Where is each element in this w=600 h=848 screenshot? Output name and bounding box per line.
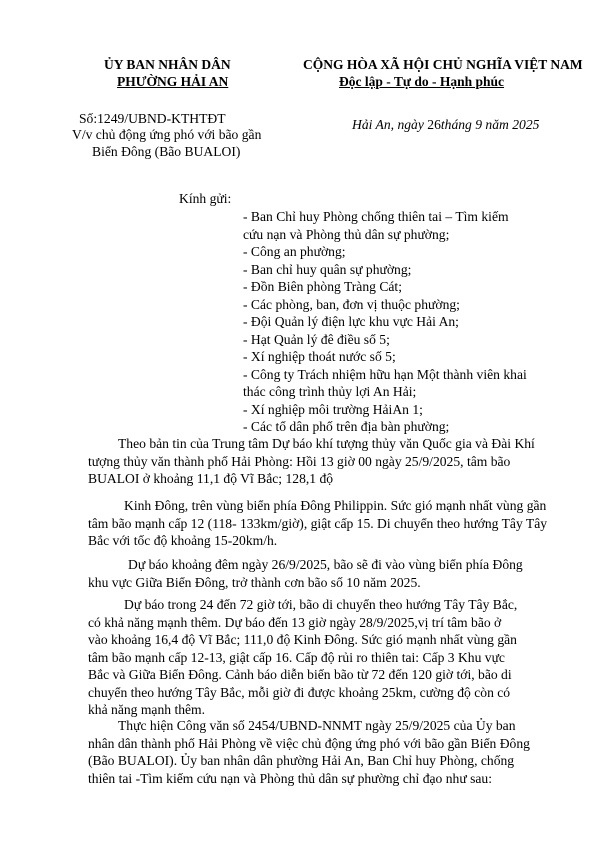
ward-name: PHƯỜNG HẢI AN	[117, 74, 229, 89]
republic-title: CỘNG HÒA XÃ HỘI CHỦ NGHĨA VIỆT NAM	[303, 57, 583, 72]
paragraph-72h-forecast	[88, 596, 517, 719]
subject-line-1: V/v chủ động ứng phó với bão gần	[72, 127, 262, 142]
recipient-line: - Công ty Trách nhiệm hữu hạn Một thành viên khai	[243, 366, 527, 382]
paragraph-line: Thực hiện Công văn số 2454/UBND-NNMT ngày 25/9/2025 của Ủy ban	[118, 718, 516, 733]
recipient-line: - Đồn Biên phòng Tràng Cát;	[243, 279, 402, 294]
recipient-line: - Xí nghiệp thoát nước số 5;	[243, 349, 396, 364]
issue-date	[352, 116, 539, 134]
paragraph-implementation	[88, 717, 530, 787]
paragraph-line: tâm bão mạnh cấp 12 (118- 133km/giờ), giật cấp 15. Di chuyển theo hướng Tây Tây	[88, 515, 548, 531]
paragraph-line: Kinh Đông, trên vùng biển phía Đông Philippin. Sức gió mạnh nhất vùng gần	[124, 498, 547, 513]
date-prefix: Hải An, ngày	[352, 117, 424, 132]
paragraph-line: (Bão BUALOI). Ủy ban nhân dân phường Hải An, Ban Chỉ huy Phòng, chống	[88, 753, 515, 768]
paragraph-line: nhân dân thành phố Hải Phòng về việc chủ động ứng phó với bão gần Biển Đông	[88, 735, 530, 751]
recipient-line: - Các tổ dân phố trên địa bàn phường;	[243, 419, 450, 434]
paragraph-line: khu vực Giữa Biển Đông, trở thành cơn bão số 10 năm 2025.	[88, 574, 421, 590]
recipient-line: - Ban chỉ huy quân sự phường;	[243, 261, 412, 277]
recipient-line: - Đội Quản lý điện lực khu vực Hải An;	[243, 314, 459, 329]
motto: Độc lập - Tự do - Hạnh phúc	[339, 74, 505, 89]
recipient-list	[243, 208, 527, 436]
subject-line-2: Biển Đông (Bão BUALOI)	[92, 144, 241, 159]
recipient-line: cứu nạn và Phòng thủ dân sự phường;	[243, 226, 450, 242]
date-suffix: tháng 9 năm 2025	[440, 117, 540, 132]
paragraph-storm-position	[88, 497, 547, 550]
recipient-line: - Hạt Quản lý đê điều số 5;	[243, 331, 390, 347]
paragraph-line: chuyển theo hướng Tây Bắc, mỗi giờ đi được khoảng 25km, cường độ còn có	[88, 684, 511, 700]
recipient-line: - Công an phường;	[243, 244, 346, 259]
paragraph-line: có khả năng mạnh thêm. Dự báo đến 13 giờ ngày 28/9/2025,vị trí tâm bão ở	[88, 614, 502, 630]
paragraph-line: Bắc và Giữa Biển Đông. Cảnh báo diễn biến bão từ 72 đến 120 giờ tới, bão di	[88, 667, 512, 682]
paragraph-line: vào khoảng 16,4 độ Vĩ Bắc; 111,0 độ Kinh Đông. Sức gió mạnh nhất vùng gần	[88, 632, 517, 647]
paragraph-line: Dự báo khoảng đêm ngày 26/9/2025, bão sẽ đi vào vùng biển phía Đông	[128, 557, 523, 572]
recipient-line: - Ban Chỉ huy Phòng chống thiên tai – Tìm kiếm	[243, 209, 509, 224]
paragraph-line: thiên tai -Tìm kiếm cứu nạn và Phòng thủ dân sự phường chỉ đạo như sau:	[88, 770, 493, 786]
paragraph-forecast-source	[88, 435, 535, 488]
agency-name: ỦY BAN NHÂN DÂN	[104, 57, 231, 72]
document-number: Số:1249/UBND-KTHTĐT	[79, 111, 226, 126]
paragraph-line: BUALOI ở khoảng 11,1 độ Vĩ Bắc; 128,1 độ	[88, 471, 334, 486]
recipient-line: - Xí nghiệp môi trường HảiAn 1;	[243, 401, 423, 417]
paragraph-line: khả năng mạnh thêm.	[88, 702, 206, 717]
paragraph-line: tượng thủy văn thành phố Hải Phòng: Hồi 13 giờ 00 ngày 25/9/2025, tâm bão	[88, 453, 511, 469]
paragraph-night-forecast	[88, 556, 523, 591]
date-day: 26	[427, 117, 441, 132]
recipient-line: thác công trình thủy lợi An Hải;	[243, 384, 417, 399]
paragraph-line: Dự báo trong 24 đến 72 giờ tới, bão di chuyển theo hướng Tây Tây Bắc,	[124, 597, 518, 612]
paragraph-line: Theo bản tin của Trung tâm Dự báo khí tượng thủy văn Quốc gia và Đài Khí	[118, 436, 535, 451]
greeting: Kính gửi:	[179, 191, 232, 206]
paragraph-line: Bắc với tốc độ khoảng 15-20km/h.	[88, 533, 278, 548]
recipient-line: - Các phòng, ban, đơn vị thuộc phường;	[243, 296, 460, 312]
paragraph-line: tâm bão mạnh cấp 12-13, giật cấp 16. Cấp độ rủi ro thiên tai: Cấp 3 Khu vực	[88, 649, 505, 665]
